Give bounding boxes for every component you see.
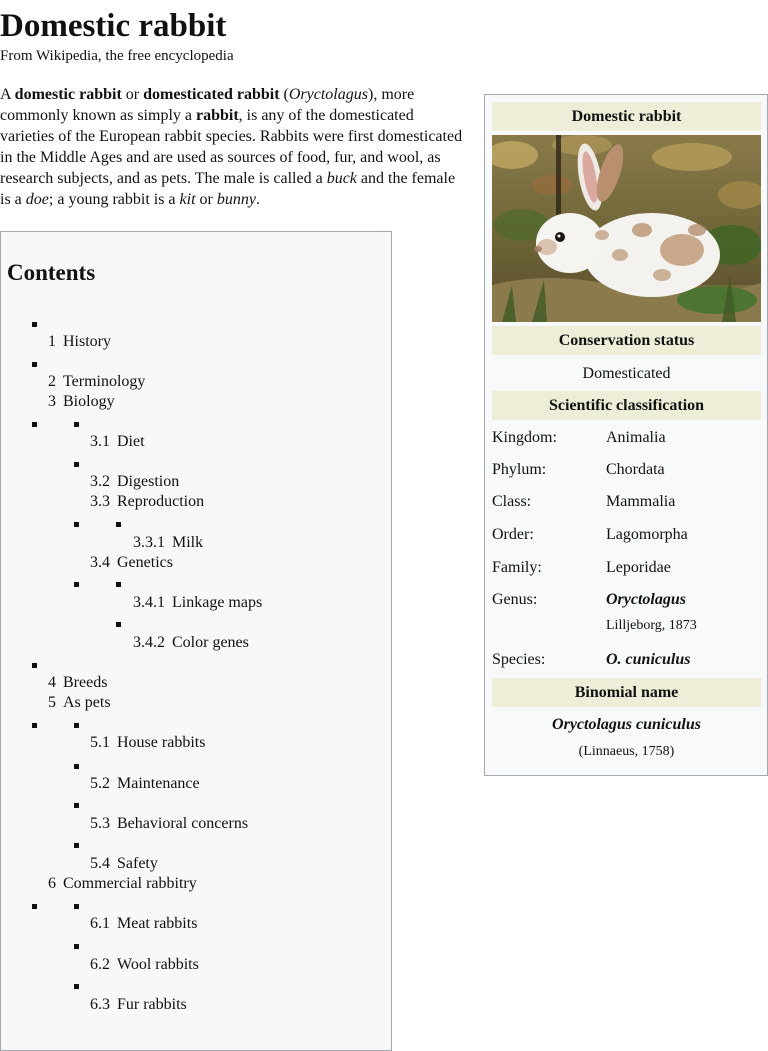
toc-item-label: Linkage maps [172, 594, 263, 611]
toc-item-biology[interactable] [48, 392, 115, 412]
classification-heading: Scientific classification [492, 391, 761, 420]
intro-text-run: ( [279, 86, 289, 103]
order-label: Order: [492, 526, 534, 543]
intro-bold-term: domesticated rabbit [143, 86, 280, 103]
intro-text-run: A [0, 86, 15, 103]
toc-item-number: 6 [48, 875, 56, 892]
toc-item-label: Genetics [117, 554, 173, 571]
intro-text-run: ), more commonly known as simply a [0, 86, 415, 124]
conservation-status-value[interactable]: Domesticated [582, 365, 671, 382]
toc-item-number: 5 [48, 694, 56, 711]
species-label: Species: [492, 651, 546, 668]
intro-text-run: . [255, 191, 260, 208]
toc-bullet [74, 723, 79, 728]
toc-item-diet[interactable] [90, 432, 145, 452]
toc-item-label: Terminology [63, 373, 146, 390]
class-label: Class: [492, 493, 532, 510]
toc-bullet [74, 803, 79, 808]
toc-bullet [74, 582, 79, 587]
toc-item-label: Biology [63, 393, 115, 410]
toc-item-label: As pets [63, 694, 111, 711]
toc-item-as-pets[interactable] [48, 693, 111, 713]
toc-item-label: Maintenance [117, 775, 200, 792]
page-title: Domestic rabbit [0, 8, 227, 44]
phylum-value[interactable]: Chordata [606, 461, 665, 478]
toc-bullet [74, 764, 79, 769]
binomial-authority[interactable]: (Linnaeus, 1758) [578, 744, 675, 759]
toc-item-number: 3.1 [90, 433, 110, 450]
intro-paragraph [0, 84, 468, 210]
toc-item-label: History [63, 333, 111, 350]
toc-bullet [74, 904, 79, 909]
toc-item-terminology[interactable] [48, 372, 145, 392]
toc-item-reproduction[interactable] [90, 492, 204, 512]
toc-bullet [116, 622, 121, 627]
site-tagline: From Wikipedia, the free encyclopedia [0, 48, 234, 64]
binomial-name: Oryctolagus cuniculus [552, 716, 701, 733]
toc-bullet [32, 723, 37, 728]
toc-bullet [32, 422, 37, 427]
intro-italic-term: Oryctolagus [288, 86, 368, 103]
family-label: Family: [492, 559, 542, 576]
toc-item-house-rabbits[interactable] [90, 733, 205, 753]
toc-bullet [74, 843, 79, 848]
intro-text-run: , is any of the domesticated varieties of the European rabbit species. Rabbits were first domesticated in the Middle Ages and are used as sources of food, fur, and wool, as research subjects, and as pets. The male is called a [0, 107, 463, 187]
binomial-name-heading: Binomial name [492, 678, 761, 707]
toc-item-label: Commercial rabbitry [63, 875, 197, 892]
toc-item-meat-rabbits[interactable] [90, 914, 197, 934]
toc-item-number: 3.4 [90, 554, 110, 571]
toc-item-number: 6.1 [90, 915, 110, 932]
intro-text-run: or [195, 191, 217, 208]
toc-item-label: Fur rabbits [117, 996, 187, 1013]
toc-item-history[interactable] [48, 332, 111, 352]
class-value[interactable]: Mammalia [606, 493, 676, 510]
intro-text-run: ; a young rabbit is a [48, 191, 180, 208]
genus-label: Genus: [492, 591, 538, 608]
toc-item-label: Meat rabbits [117, 915, 198, 932]
toc-bullet [74, 944, 79, 949]
toc-item-number: 3.4.2 [133, 634, 165, 651]
toc-bullet [74, 984, 79, 989]
intro-italic-term: kit [179, 191, 196, 208]
toc-bullet [116, 582, 121, 587]
toc-item-genetics[interactable] [90, 553, 173, 573]
toc-item-linkage-maps[interactable] [133, 593, 262, 613]
toc-item-behavioral-concerns[interactable] [90, 814, 248, 834]
toc-item-number: 3.3.1 [133, 534, 165, 551]
toc-title: Contents [7, 260, 96, 285]
toc-item-number: 3.3 [90, 493, 110, 510]
toc-item-number: 5.4 [90, 855, 110, 872]
toc-item-label: Diet [117, 433, 145, 450]
intro-text-run: and the female is a [0, 170, 456, 208]
toc-bullet [74, 522, 79, 527]
toc-item-number: 3.4.1 [133, 594, 165, 611]
intro-italic-term: doe [25, 191, 49, 208]
toc-item-label: Safety [117, 855, 158, 872]
intro-bold-term: domestic rabbit [14, 86, 122, 103]
toc-item-number: 6.3 [90, 996, 110, 1013]
toc-item-label: Reproduction [117, 493, 205, 510]
toc-item-number: 5.3 [90, 815, 110, 832]
toc-item-milk[interactable] [133, 533, 203, 553]
toc-item-label: Behavioral concerns [117, 815, 249, 832]
toc-item-number: 6.2 [90, 956, 110, 973]
toc-item-fur-rabbits[interactable] [90, 995, 187, 1015]
toc-item-number: 2 [48, 373, 56, 390]
toc-item-label: Wool rabbits [117, 956, 199, 973]
toc-item-maintenance[interactable] [90, 774, 200, 794]
toc-item-color-genes[interactable] [133, 633, 249, 653]
toc-bullet [116, 522, 121, 527]
toc-item-breeds[interactable] [48, 673, 107, 693]
toc-item-label: Color genes [172, 634, 249, 651]
toc-item-label: House rabbits [117, 734, 206, 751]
toc-item-commercial-rabbitry[interactable] [48, 874, 197, 894]
species-value: O. cuniculus [606, 651, 691, 668]
toc-item-label: Breeds [63, 674, 108, 691]
toc-bullet [74, 462, 79, 467]
kingdom-value[interactable]: Animalia [606, 429, 666, 446]
toc-bullet [32, 322, 37, 327]
toc-bullet [32, 362, 37, 367]
genus-authority[interactable]: Lilljeborg, 1873 [606, 618, 697, 633]
infobox-title: Domestic rabbit [492, 102, 761, 131]
toc-item-wool-rabbits[interactable] [90, 955, 199, 975]
toc-item-number: 4 [48, 674, 56, 691]
toc-item-number: 3 [48, 393, 56, 410]
phylum-label: Phylum: [492, 461, 547, 478]
order-value[interactable]: Lagomorpha [606, 526, 688, 543]
intro-text-run: or [121, 86, 144, 103]
toc-item-number: 5.2 [90, 775, 110, 792]
family-value[interactable]: Leporidae [606, 559, 671, 576]
conservation-status-heading: Conservation status [492, 326, 761, 355]
toc-item-number: 5.1 [90, 734, 110, 751]
toc-bullet [74, 422, 79, 427]
toc-bullet [32, 663, 37, 668]
intro-italic-term: bunny [216, 191, 256, 208]
toc-item-label: Milk [172, 534, 204, 551]
intro-italic-term: buck [326, 170, 357, 187]
toc-bullet [32, 904, 37, 909]
intro-bold-term: rabbit [195, 107, 239, 124]
rabbit-photo[interactable] [492, 135, 761, 322]
toc-item-number: 1 [48, 333, 56, 350]
kingdom-label: Kingdom: [492, 429, 557, 446]
toc-item-safety[interactable] [90, 854, 158, 874]
toc-item-digestion[interactable] [90, 472, 179, 492]
genus-value[interactable]: Oryctolagus [606, 591, 686, 608]
toc-item-label: Digestion [117, 473, 180, 490]
toc-item-number: 3.2 [90, 473, 110, 490]
